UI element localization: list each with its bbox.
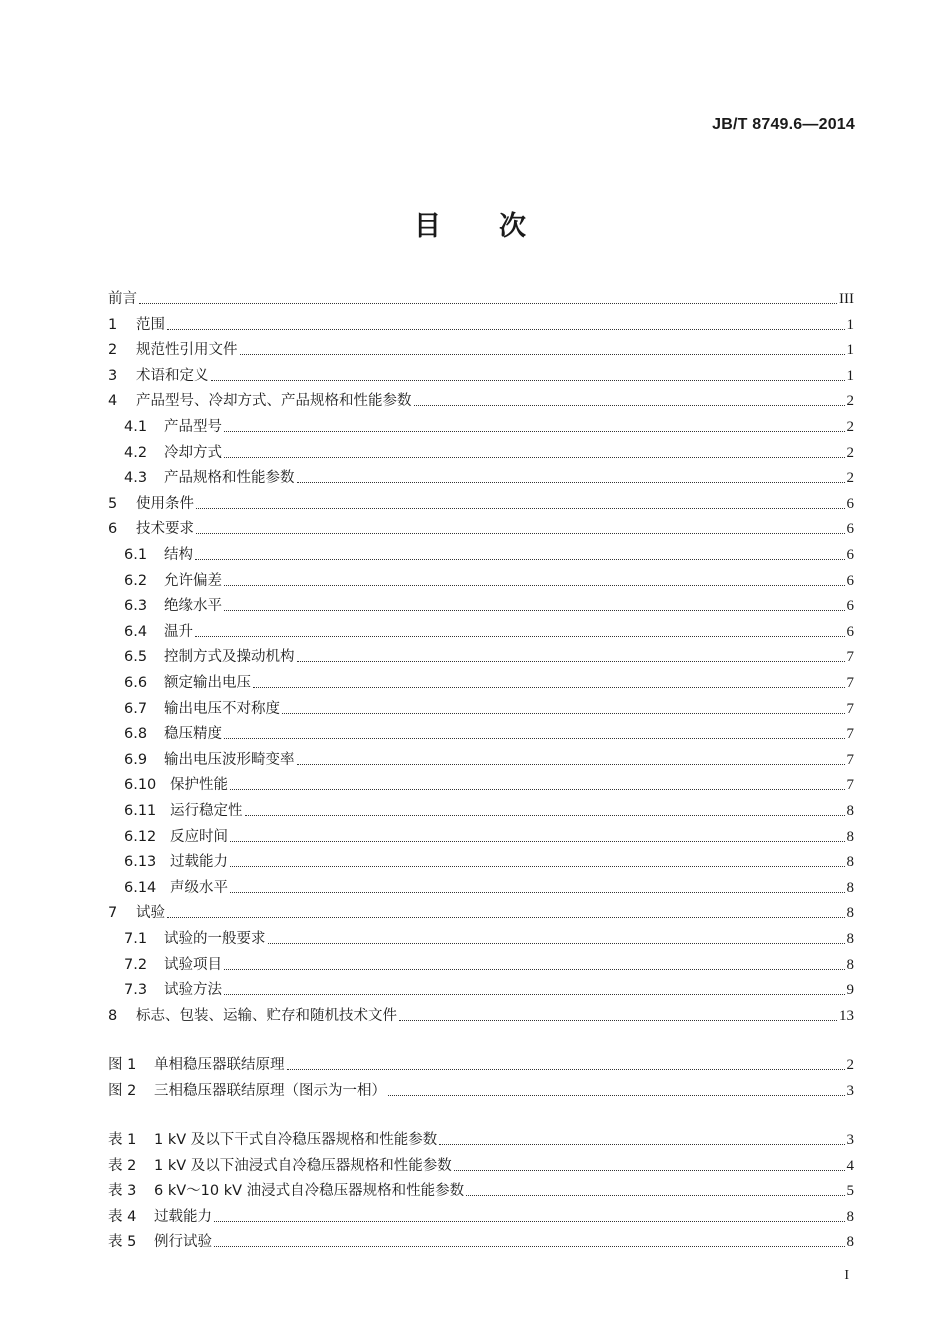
toc-entry[interactable]	[124, 775, 854, 795]
toc-entry-number: 6.12	[124, 828, 157, 845]
toc-entry-title: 允许偏差	[164, 572, 222, 589]
dot-leader	[224, 968, 845, 970]
toc-entry[interactable]	[124, 955, 854, 975]
toc-entry-page: 2	[846, 444, 854, 461]
dot-leader	[211, 379, 845, 381]
toc-entry-page: III	[839, 291, 854, 307]
toc-entry-number: 7	[108, 905, 118, 922]
toc-entry[interactable]	[124, 468, 854, 488]
dot-leader	[224, 430, 845, 432]
table-entry[interactable]	[108, 1130, 854, 1150]
toc-entry[interactable]	[108, 519, 854, 539]
dot-leader	[230, 865, 845, 867]
toc-entry-title: 温升	[164, 623, 193, 640]
toc-entry-page: 6	[846, 598, 854, 615]
toc-entry-number: 表 2	[108, 1157, 137, 1174]
toc-entry[interactable]	[124, 750, 854, 770]
dot-leader	[399, 1019, 837, 1021]
toc-entry-number: 8	[108, 1007, 118, 1024]
toc-entry-number: 6.9	[124, 751, 148, 768]
toc-entry-page: 6	[846, 547, 854, 563]
toc-entry-title: 输出电压波形畸变率	[164, 751, 295, 768]
dot-leader	[224, 993, 845, 995]
toc-entry-page: 7	[846, 675, 854, 691]
table-entry[interactable]	[108, 1232, 854, 1252]
toc-entry-title: 额定输出电压	[164, 675, 251, 691]
toc-entry-page: 5	[846, 1183, 854, 1200]
toc-entry-label	[108, 391, 412, 411]
toc-entry-page: 6	[846, 623, 854, 640]
dot-leader	[214, 1245, 845, 1247]
toc-entry-label	[124, 929, 266, 949]
toc-entry-page: 7	[846, 777, 854, 794]
toc-entry-page: 6	[846, 572, 854, 589]
toc-entry-label	[108, 519, 194, 539]
toc-entry-number: 5	[108, 495, 118, 512]
toc-entry-label	[124, 417, 222, 437]
toc-entry-label	[124, 545, 193, 565]
dot-leader	[287, 1068, 845, 1070]
toc-entry-number: 6.3	[124, 598, 148, 615]
toc-entry-page: 3	[846, 1082, 854, 1099]
toc-entry-title: 输出电压不对称度	[164, 700, 280, 717]
toc-entry-page: 2	[846, 470, 854, 487]
toc-entry-title: 控制方式及操动机构	[164, 649, 295, 666]
toc-entry-number: 3	[108, 367, 118, 384]
toc-entry[interactable]	[124, 852, 854, 872]
dot-leader	[240, 353, 845, 355]
toc-entry-title: 试验的一般要求	[164, 931, 266, 947]
dot-leader	[139, 302, 837, 304]
dot-leader	[297, 660, 845, 662]
toc-entry-title: 1 kV 及以下干式自冷稳压器规格和性能参数	[154, 1132, 438, 1148]
toc-entry[interactable]	[124, 699, 854, 719]
toc-entry-label	[124, 750, 295, 770]
toc-entry-title: 产品规格和性能参数	[164, 470, 295, 487]
toc-entry-page: 7	[846, 649, 854, 666]
toc-entry-number: 6.4	[124, 623, 148, 640]
dot-leader	[195, 558, 845, 560]
toc-entry-title: 使用条件	[136, 495, 194, 512]
toc-entry-label	[108, 1130, 437, 1150]
toc-entry[interactable]	[108, 391, 854, 411]
page-number: I	[844, 1268, 849, 1283]
dot-leader	[282, 712, 845, 714]
toc-entry-title: 结构	[164, 547, 193, 563]
toc-entry-page: 8	[846, 931, 854, 947]
dot-leader	[195, 635, 845, 637]
toc-entry[interactable]	[124, 724, 854, 744]
toc-entry-title: 试验方法	[164, 982, 222, 999]
toc-entry-page: 8	[846, 956, 854, 973]
toc-entry-title: 过载能力	[154, 1208, 212, 1225]
toc-entry[interactable]	[124, 443, 854, 463]
toc-entry[interactable]	[124, 827, 854, 847]
toc-entry-label	[124, 980, 222, 1000]
dot-leader	[439, 1143, 844, 1145]
toc-entry-title: 产品型号、冷却方式、产品规格和性能参数	[136, 393, 412, 410]
toc-entry[interactable]	[124, 571, 854, 591]
toc-entry-label	[108, 1006, 397, 1026]
toc-entry-title: 例行试验	[154, 1234, 212, 1251]
toc-entry-label	[108, 366, 209, 386]
toc-entry-label	[124, 852, 228, 872]
toc-entry[interactable]	[124, 647, 854, 667]
dot-leader	[230, 891, 845, 893]
toc-entry-label	[108, 1055, 285, 1075]
toc-entry[interactable]	[108, 366, 854, 386]
toc-entry-title: 试验项目	[164, 956, 222, 973]
toc-entry-number: 6.1	[124, 547, 148, 563]
toc-entry-page: 13	[839, 1007, 854, 1024]
toc-entry-title: 绝缘水平	[164, 598, 222, 615]
toc-entry-title: 保护性能	[170, 777, 228, 794]
toc-entry-page: 8	[846, 1208, 854, 1225]
toc-entry-page: 7	[846, 726, 854, 743]
toc-entry-number: 7.2	[124, 956, 148, 973]
toc-entry-number: 6.10	[124, 777, 157, 794]
dot-leader	[253, 686, 845, 688]
toc-entry[interactable]	[124, 622, 854, 642]
dot-leader	[196, 507, 845, 509]
dot-leader	[245, 814, 845, 816]
toc-entry-page: 1	[846, 316, 854, 333]
toc-entry-title: 三相稳压器联结原理（图示为一相）	[154, 1082, 386, 1099]
toc-entry-label	[124, 647, 295, 667]
dot-leader	[224, 456, 845, 458]
table-entry[interactable]	[108, 1181, 854, 1201]
toc-entry-label	[108, 1081, 386, 1101]
toc-entry-title: 过载能力	[170, 854, 228, 871]
toc-entry-title: 冷却方式	[164, 444, 222, 461]
toc-entry-label	[124, 827, 228, 847]
dot-leader	[224, 609, 845, 611]
toc-entry-label	[108, 340, 238, 360]
toc-entry-label	[124, 955, 222, 975]
toc-entry-number: 6.13	[124, 854, 157, 871]
toc-entry[interactable]	[124, 878, 854, 898]
toc-entry-number: 6.5	[124, 649, 148, 666]
dot-leader	[297, 763, 845, 765]
toc-entry-title: 前言	[108, 291, 137, 307]
toc-entry[interactable]	[108, 289, 854, 309]
figure-entry[interactable]	[108, 1055, 854, 1075]
toc-entry-number: 4.2	[124, 444, 148, 461]
dot-leader	[230, 788, 845, 790]
toc-entry-title: 术语和定义	[136, 367, 209, 384]
toc-entry-number: 表 1	[108, 1132, 137, 1148]
toc-entry-title: 6 kV～10 kV 油浸式自冷稳压器规格和性能参数	[154, 1183, 465, 1200]
toc-entry-page: 4	[846, 1157, 854, 1174]
toc-entry-number: 1	[108, 316, 118, 333]
toc-entry-label	[108, 1156, 452, 1176]
toc-entry-label	[124, 468, 295, 488]
toc-entry-number: 4.3	[124, 470, 148, 487]
toc-entry-number: 6.2	[124, 572, 148, 589]
dot-leader	[297, 481, 845, 483]
dot-leader	[196, 532, 845, 534]
toc-entry-page: 2	[846, 1057, 854, 1073]
toc-entry-title: 反应时间	[170, 828, 228, 845]
toc-entry[interactable]	[124, 801, 854, 821]
toc-entry[interactable]	[124, 417, 854, 437]
toc-entry-number: 6	[108, 521, 118, 538]
toc-entry[interactable]	[124, 596, 854, 616]
toc-entry-label	[108, 1181, 464, 1201]
toc-entry-page: 8	[846, 828, 854, 845]
toc-entry-number: 7.1	[124, 931, 148, 947]
toc-entry-label	[108, 903, 165, 923]
toc-entry-title: 技术要求	[136, 521, 194, 538]
toc-entry-page: 7	[846, 751, 854, 768]
toc-entry-label	[108, 1207, 212, 1227]
toc-entry-title: 稳压精度	[164, 726, 222, 743]
toc-entry-page: 1	[846, 342, 854, 359]
toc-entry-number: 2	[108, 342, 118, 359]
toc-entry-title: 单相稳压器联结原理	[154, 1057, 285, 1073]
toc-entry-page: 8	[846, 1234, 854, 1251]
figure-entry[interactable]	[108, 1081, 854, 1101]
dot-leader	[224, 737, 845, 739]
toc-entry-label	[124, 622, 193, 642]
toc-entry-title: 声级水平	[170, 879, 228, 896]
toc-entry-label	[108, 494, 194, 514]
toc-entry-number: 6.11	[124, 803, 157, 819]
toc-entry-page: 3	[846, 1132, 854, 1148]
toc-entry-page: 8	[846, 879, 854, 896]
toc-entry[interactable]	[124, 545, 854, 565]
toc-entry-label	[108, 289, 137, 309]
dot-leader	[167, 328, 845, 330]
dot-leader	[224, 584, 845, 586]
toc-entry-label	[124, 801, 243, 821]
page-title: 目次	[414, 211, 584, 242]
toc-entry-title: 范围	[136, 316, 165, 333]
toc-entry-page: 2	[846, 419, 854, 435]
toc-entry-label	[124, 724, 222, 744]
dot-leader	[214, 1220, 845, 1222]
toc-entry-number: 表 3	[108, 1183, 137, 1200]
toc-entry-number: 表 4	[108, 1208, 137, 1225]
toc-entry-number: 4.1	[124, 419, 148, 435]
toc-entry-number: 7.3	[124, 982, 148, 999]
toc-entry-label	[124, 699, 280, 719]
toc-entry-title: 规范性引用文件	[136, 342, 238, 359]
toc-entry[interactable]	[108, 903, 854, 923]
table-entry[interactable]	[108, 1207, 854, 1227]
toc-entry-label	[124, 571, 222, 591]
toc-entry-label	[108, 315, 165, 335]
toc-entry[interactable]	[108, 1006, 854, 1026]
toc-entry[interactable]	[108, 494, 854, 514]
toc-entry-label	[124, 596, 222, 616]
dot-leader	[268, 942, 845, 944]
toc-entry-number: 图 2	[108, 1082, 137, 1099]
toc-entry-page: 6	[846, 521, 854, 538]
toc-entry-number: 6.6	[124, 675, 148, 691]
dot-leader	[388, 1094, 845, 1096]
toc-entry-number: 6.7	[124, 700, 148, 717]
toc-entry-number: 4	[108, 393, 118, 410]
toc-entry-number: 图 1	[108, 1057, 137, 1073]
toc-entry-label	[124, 775, 228, 795]
toc-entry-label	[124, 878, 228, 898]
toc-entry-title: 运行稳定性	[170, 803, 243, 819]
toc-entry-title: 试验	[136, 905, 165, 922]
dot-leader	[414, 404, 845, 406]
document-code: JB/T 8749.6—2014	[712, 116, 855, 133]
toc-entry-page: 8	[846, 803, 854, 819]
dot-leader	[454, 1169, 845, 1171]
toc-entry-label	[124, 673, 251, 693]
toc-entry-label	[108, 1232, 212, 1252]
dot-leader	[167, 916, 845, 918]
dot-leader	[466, 1194, 844, 1196]
toc-entry-page: 9	[846, 982, 854, 999]
toc-entry-title: 1 kV 及以下油浸式自冷稳压器规格和性能参数	[154, 1157, 452, 1174]
toc-entry-page: 7	[846, 700, 854, 717]
toc-entry-page: 1	[846, 367, 854, 384]
toc-entry-page: 2	[846, 393, 854, 410]
dot-leader	[230, 840, 845, 842]
toc-entry-page: 8	[846, 905, 854, 922]
toc-entry-number: 6.14	[124, 879, 157, 896]
toc-entry[interactable]	[108, 315, 854, 335]
toc-entry[interactable]	[124, 980, 854, 1000]
toc-entry-page: 6	[846, 495, 854, 512]
toc-entry-title: 产品型号	[164, 419, 222, 435]
toc-entry-number: 表 5	[108, 1234, 137, 1251]
toc-entry-number: 6.8	[124, 726, 148, 743]
toc-entry-label	[124, 443, 222, 463]
table-entry[interactable]	[108, 1156, 854, 1176]
toc-entry-title: 标志、包装、运输、贮存和随机技术文件	[136, 1007, 397, 1024]
toc-entry[interactable]	[108, 340, 854, 360]
toc-entry-page: 8	[846, 854, 854, 871]
toc-entry[interactable]	[124, 673, 854, 693]
toc-entry[interactable]	[124, 929, 854, 949]
